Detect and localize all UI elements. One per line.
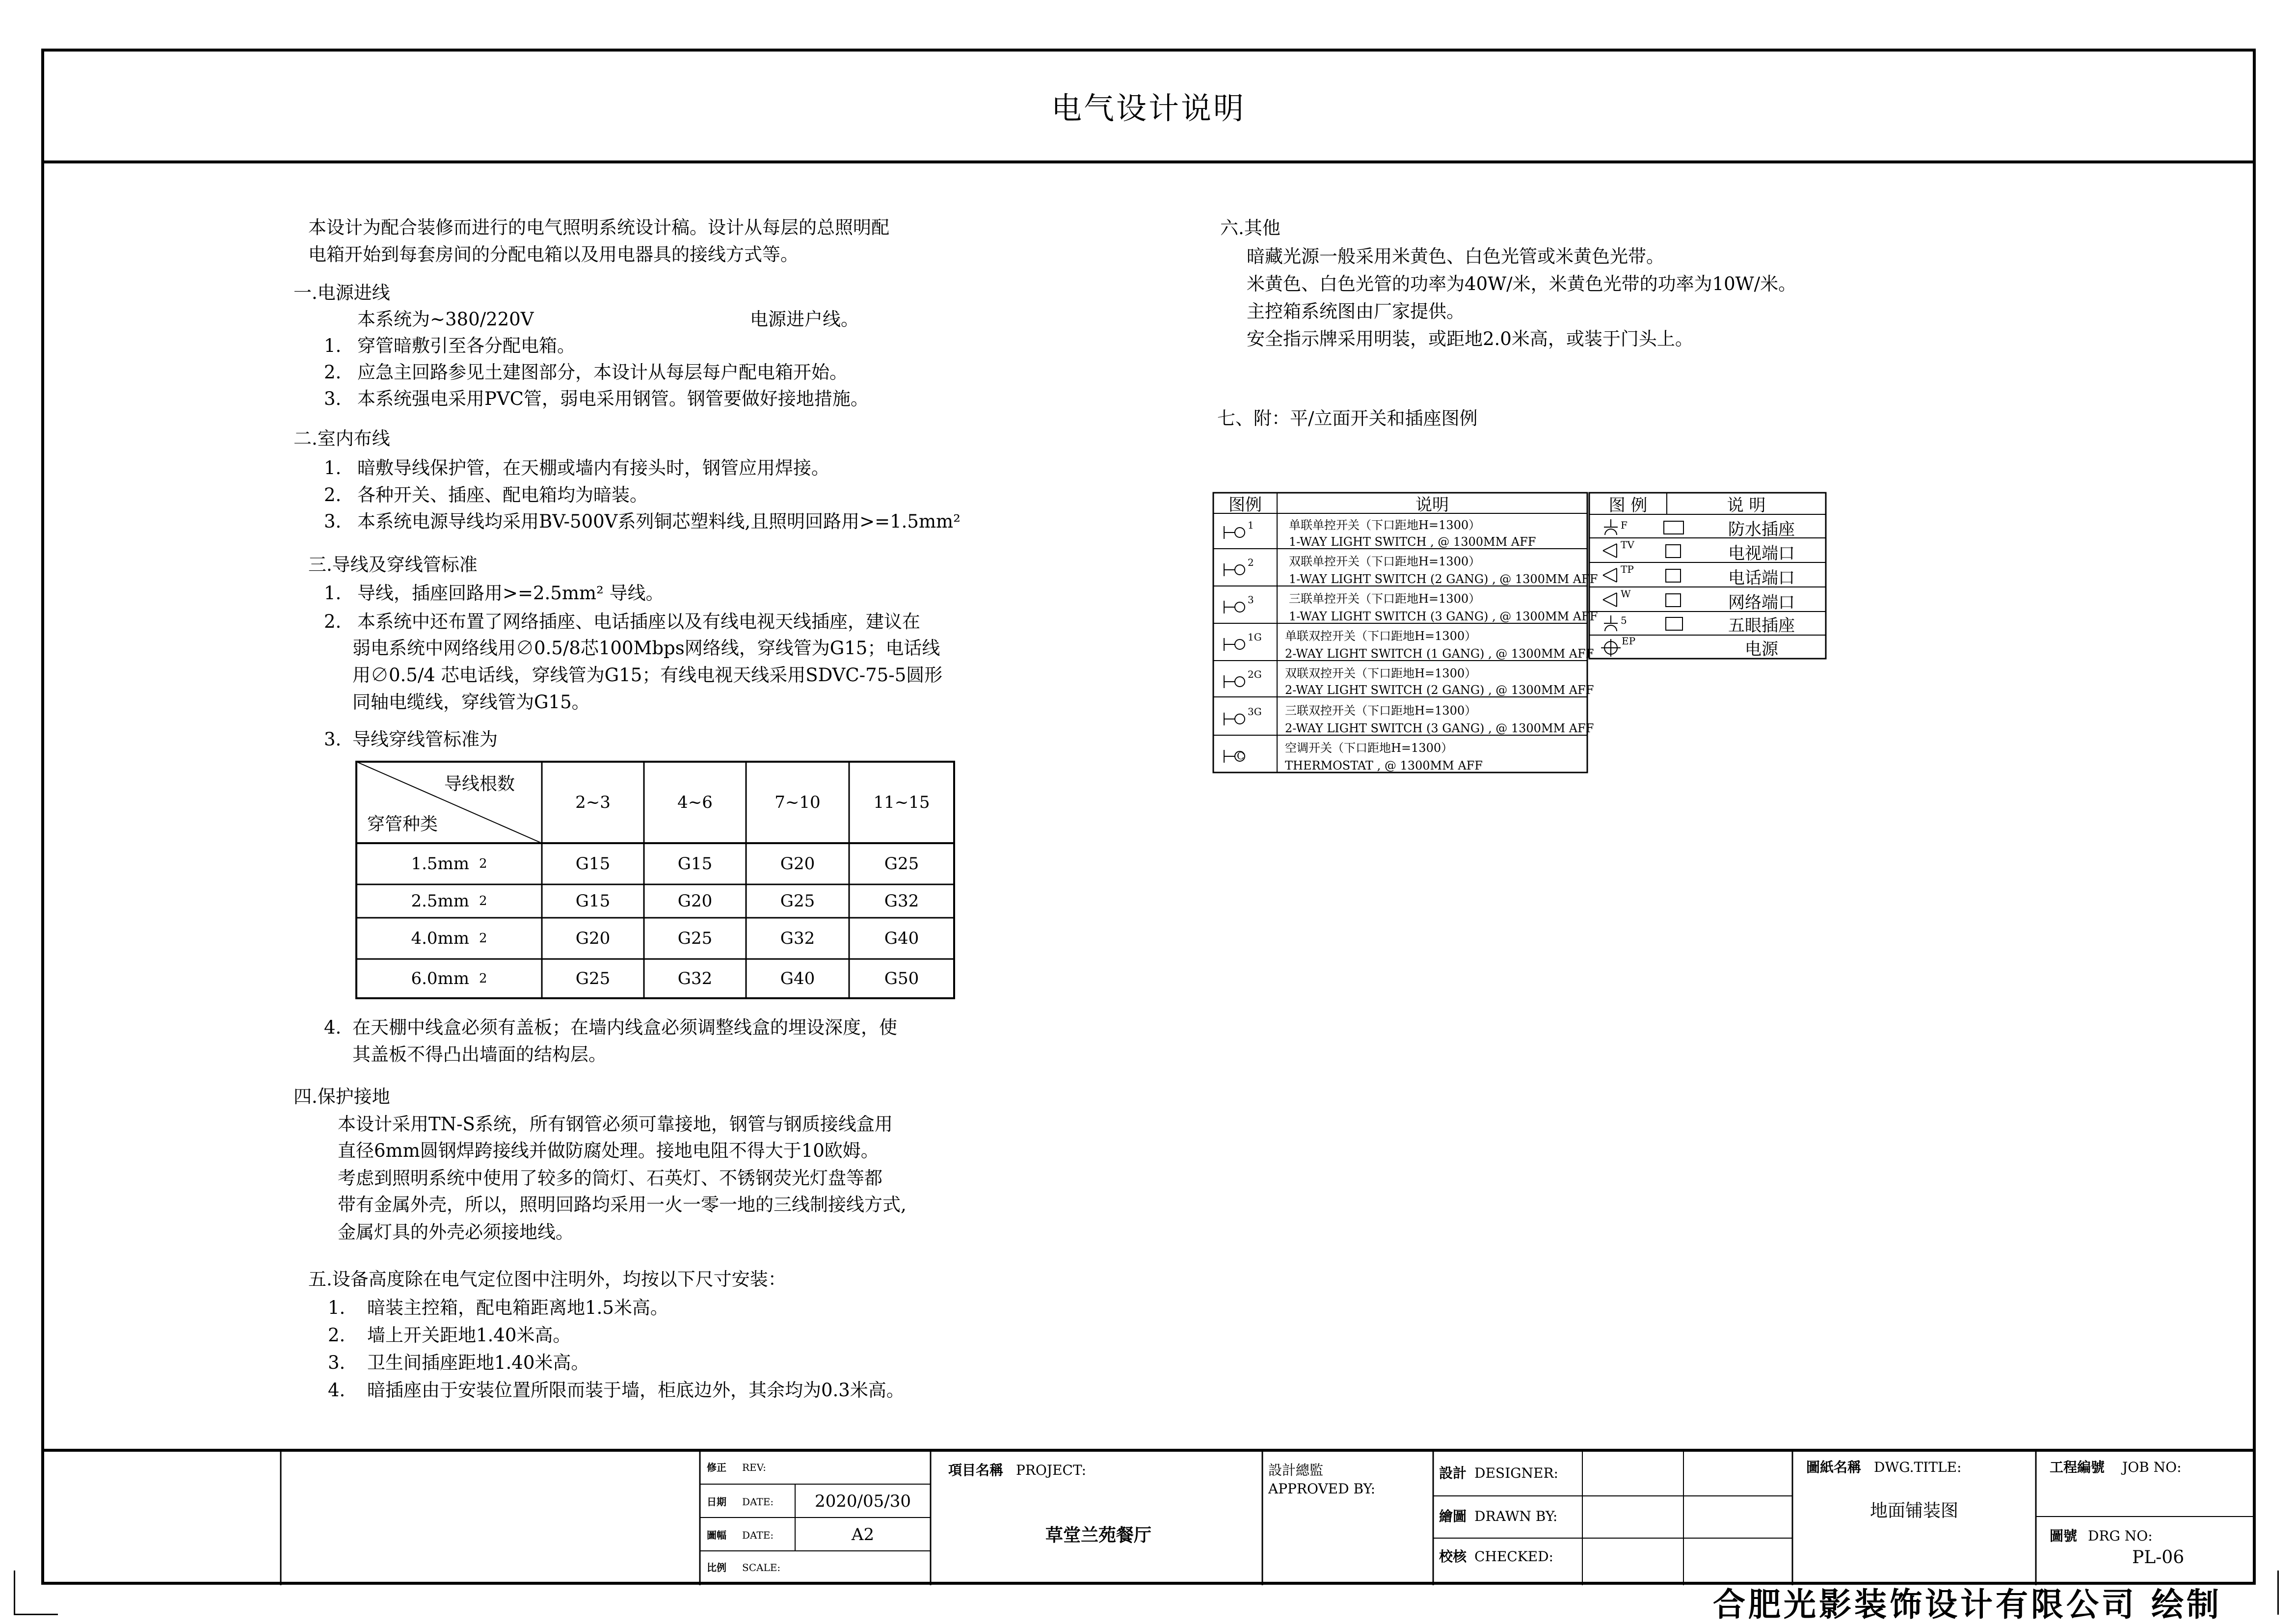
switch-icon: 3 xyxy=(1222,597,1271,616)
date-label: 日期 xyxy=(707,1496,726,1508)
dwg-no-label-en: DRG NO: xyxy=(2088,1528,2153,1544)
title-band xyxy=(41,49,2256,163)
table-cell: G25 xyxy=(780,891,815,911)
table-cell: G20 xyxy=(780,854,815,874)
drawn-label-en: DRAWN BY: xyxy=(1474,1508,1558,1524)
s3-item-num: 2. xyxy=(324,611,342,632)
s5-item: 卫生间插座距地1.40米高。 xyxy=(367,1352,589,1373)
table-cell: G20 xyxy=(575,929,611,948)
table-cell: G32 xyxy=(677,969,713,988)
s5-item-num: 4. xyxy=(328,1380,346,1401)
s4-line: 金属灯具的外壳必须接地线。 xyxy=(338,1222,574,1243)
rev-label: 修正 xyxy=(707,1462,726,1473)
rev-label-en: REV: xyxy=(742,1462,766,1473)
table-cell: G25 xyxy=(884,854,919,874)
intro-line-1: 本设计为配合装修而进行的电气照明系统设计稿。设计从每层的总照明配 xyxy=(308,217,889,238)
legend-desc-cn: 单联双控开关（下口距地H=1300） xyxy=(1285,629,1477,643)
table-header-conduit-type: 穿管种类 xyxy=(367,814,438,834)
s7-heading: 七、附：平/立面开关和插座图例 xyxy=(1217,408,1478,429)
legend-desc-en: 2-WAY LIGHT SWITCH (2 GANG) , @ 1300MM AFF xyxy=(1285,683,1594,697)
table-cell: G50 xyxy=(884,969,919,988)
waterproof-socket-icon: F xyxy=(1599,517,1697,537)
s2-heading: 二.室内布线 xyxy=(294,428,390,449)
table-cell: G15 xyxy=(677,854,713,874)
s5-item-num: 3. xyxy=(328,1352,346,1373)
s1-item-num: 3. xyxy=(324,388,342,409)
table-cell: G25 xyxy=(677,929,713,948)
drawn-label: 繪圖 xyxy=(1439,1508,1467,1524)
legend-desc-cn: 双联单控开关（下口距地H=1300） xyxy=(1289,555,1481,568)
table-col-header: 7~10 xyxy=(774,793,821,812)
s2-item: 暗敷导线保护管，在天棚或墙内有接头时，钢管应用焊接。 xyxy=(357,457,829,479)
table-cell: G20 xyxy=(677,891,713,911)
network-port-icon: W xyxy=(1599,590,1697,610)
s5-item: 暗装主控箱，配电箱距离地1.5米高。 xyxy=(367,1297,668,1318)
switch-icon: 2 xyxy=(1222,559,1271,579)
legend-header-icon: 图例 xyxy=(1228,495,1262,515)
corner-mark xyxy=(2277,1571,2279,1615)
s1-item-num: 2. xyxy=(324,362,342,383)
s2-item-num: 2. xyxy=(324,484,342,506)
s6-line: 主控箱系统图由厂家提供。 xyxy=(1247,301,1465,322)
legend-desc-cn: 单联单控开关（下口距地H=1300） xyxy=(1289,518,1481,532)
designer-label-en: DESIGNER: xyxy=(1474,1465,1558,1481)
legend-desc: 电视端口 xyxy=(1728,543,1795,563)
s1-item: 穿管暗敷引至各分配电箱。 xyxy=(357,335,575,356)
size-value: A2 xyxy=(851,1525,875,1544)
size-label-en: DATE: xyxy=(742,1529,774,1541)
page-title: 电气设计说明 xyxy=(1051,90,1246,126)
table-cell: G32 xyxy=(884,891,919,911)
legend-desc: 五眼插座 xyxy=(1728,615,1795,636)
table-cell: G15 xyxy=(575,854,611,874)
dwg-no-label: 圖號 xyxy=(2050,1528,2078,1544)
s6-heading: 六.其他 xyxy=(1220,217,1281,239)
table-cell: G15 xyxy=(575,891,611,911)
legend-header-icon: 图 例 xyxy=(1608,495,1648,515)
project-name: 草堂兰苑餐厅 xyxy=(1045,1524,1151,1545)
job-no-label-en: JOB NO: xyxy=(2122,1459,2182,1475)
s3-item-1: 导线，插座回路用>=2.5mm² 导线。 xyxy=(357,583,664,604)
power-outlet-icon: EP xyxy=(1599,637,1697,657)
project-label: 項目名稱 xyxy=(948,1462,1004,1478)
s6-line: 安全指示牌采用明装，或距地2.0米高，或装于门头上。 xyxy=(1247,328,1693,349)
checked-label: 校核 xyxy=(1439,1548,1467,1565)
corner-mark xyxy=(14,1614,58,1615)
s4-heading: 四.保护接地 xyxy=(294,1086,390,1107)
table-header-wire-count: 导线根数 xyxy=(444,774,515,794)
s1-item: 本系统强电采用PVC管，弱电采用钢管。钢管要做好接地措施。 xyxy=(357,388,869,409)
s5-item: 墙上开关距地1.40米高。 xyxy=(367,1325,571,1346)
switch-icon: 1 xyxy=(1222,522,1271,542)
table-cell: G40 xyxy=(884,929,919,948)
table-cell: G25 xyxy=(575,969,611,988)
dwg-no: PL-06 xyxy=(2132,1547,2185,1568)
corner-mark xyxy=(14,1571,15,1615)
legend-desc-cn: 三联双控开关（下口距地H=1300） xyxy=(1285,704,1477,718)
job-no-label: 工程編號 xyxy=(2050,1459,2105,1475)
s3-item-2-line: 本系统中还布置了网络插座、电话插座以及有线电视天线插座，建议在 xyxy=(357,611,920,632)
table-row-label: 1.5mm 2 xyxy=(411,854,487,874)
company-signature: 合肥光影装饰设计有限公司 绘制 xyxy=(1713,1585,2222,1624)
switch-icon: 2G xyxy=(1222,671,1271,691)
s1-heading: 一.电源进线 xyxy=(294,282,390,303)
legend-desc-en: 2-WAY LIGHT SWITCH (3 GANG) , @ 1300MM AFF xyxy=(1285,721,1594,735)
approved-label-en: APPROVED BY: xyxy=(1268,1481,1375,1497)
s2-item: 本系统电源导线均采用BV-500V系列铜芯塑料线,且照明回路用>=1.5mm² xyxy=(357,511,961,532)
date-label-en: DATE: xyxy=(742,1496,774,1508)
table-col-header: 11~15 xyxy=(873,793,930,812)
s1-line0b: 电源进户线。 xyxy=(750,309,859,330)
s4-line: 本设计采用TN-S系统，所有钢管必须可靠接地，钢管与钢质接线盒用 xyxy=(338,1114,893,1135)
dwg-title-label-en: DWG.TITLE: xyxy=(1874,1459,1962,1475)
designer-label: 設計 xyxy=(1439,1465,1467,1481)
s3-item-num: 4. xyxy=(324,1017,342,1038)
s4-line: 带有金属外壳，所以，照明回路均采用一火一零一地的三线制接线方式, xyxy=(338,1194,907,1215)
date-value: 2020/05/30 xyxy=(815,1491,911,1511)
s3-item-4-line: 在天棚中线盒必须有盖板；在墙内线盒必须调整线盒的埋设深度，使 xyxy=(352,1017,897,1038)
legend-desc-cn: 双联双控开关（下口距地H=1300） xyxy=(1285,666,1477,680)
switch-icon: 1G xyxy=(1222,634,1271,654)
s4-line: 考虑到照明系统中使用了较多的筒灯、石英灯、不锈钢荧光灯盘等都 xyxy=(338,1168,882,1189)
approved-label: 設計總監 xyxy=(1268,1462,1324,1478)
legend-desc: 电话端口 xyxy=(1728,568,1795,588)
intro-line-2: 电箱开始到每套房间的分配电箱以及用电器具的接线方式等。 xyxy=(308,244,799,265)
table-row-label: 4.0mm 2 xyxy=(411,929,487,948)
scale-label: 比例 xyxy=(707,1562,726,1573)
legend-desc-cn: 空调开关（下口距地H=1300） xyxy=(1285,741,1453,755)
s2-item-num: 1. xyxy=(324,457,342,479)
s3-item-2-line: 同轴电缆线，穿线管为G15。 xyxy=(352,692,590,713)
s5-item: 暗插座由于安装位置所限而装于墙，柜底边外，其余均为0.3米高。 xyxy=(367,1380,905,1401)
legend-desc-en: 2-WAY LIGHT SWITCH (1 GANG) , @ 1300MM AFF xyxy=(1285,647,1594,661)
table-cell: G40 xyxy=(780,969,815,988)
table-col-header: 2~3 xyxy=(575,793,611,812)
s3-item-2-line: 用∅0.5/4 芯电话线，穿线管为G15；有线电视天线采用SDVC-75-5圆形 xyxy=(352,665,943,686)
legend-desc-en: 1-WAY LIGHT SWITCH (2 GANG) , @ 1300MM AFF xyxy=(1289,572,1598,586)
s6-line: 暗藏光源一般采用米黄色、白色光管或米黄色光带。 xyxy=(1247,246,1664,267)
s4-line: 直径6mm圆钢焊跨接线并做防腐处理。接地电阻不得大于10欧姆。 xyxy=(338,1140,879,1161)
legend-desc-cn: 三联单控开关（下口距地H=1300） xyxy=(1289,592,1481,606)
table-col-header: 4~6 xyxy=(677,793,713,812)
s5-item-num: 2. xyxy=(328,1325,346,1346)
dwg-title: 地面铺装图 xyxy=(1869,1500,1958,1521)
legend-desc-en: 1-WAY LIGHT SWITCH (3 GANG) , @ 1300MM AFF xyxy=(1289,610,1598,623)
table-row-label: 6.0mm 2 xyxy=(411,969,487,988)
checked-label-en: CHECKED: xyxy=(1474,1548,1553,1565)
legend-desc-en: 1-WAY LIGHT SWITCH , @ 1300MM AFF xyxy=(1289,535,1536,549)
legend-desc-en: THERMOSTAT , @ 1300MM AFF xyxy=(1285,759,1483,772)
s3-item-4-line: 其盖板不得凸出墙面的结构层。 xyxy=(352,1044,607,1065)
s1-item-num: 1. xyxy=(324,335,342,356)
s3-item-2-line: 弱电系统中网络线用∅0.5/8芯100Mbps网络线，穿线管为G15；电话线 xyxy=(352,638,940,659)
phone-port-icon: TP xyxy=(1599,565,1697,585)
scale-label-en: SCALE: xyxy=(742,1562,781,1573)
s1-line0: 本系统为~380/220V xyxy=(357,309,534,330)
size-label: 圖幅 xyxy=(707,1529,726,1541)
s5-item-num: 1. xyxy=(328,1297,346,1318)
project-label-en: PROJECT: xyxy=(1016,1462,1087,1478)
s1-item: 应急主回路参见土建图部分，本设计从每层每户配电箱开始。 xyxy=(357,362,848,383)
s5-heading: 五.设备高度除在电气定位图中注明外，均按以下尺寸安装： xyxy=(308,1269,786,1290)
s3-heading: 三.导线及穿线管标准 xyxy=(308,554,478,575)
table-cell: G32 xyxy=(780,929,815,948)
five-pin-socket-icon: 5 xyxy=(1599,613,1697,633)
s2-item: 各种开关、插座、配电箱均为暗装。 xyxy=(357,484,648,506)
thermostat-icon: C xyxy=(1222,746,1271,766)
s3-item-3: 导线穿线管标准为 xyxy=(352,729,498,750)
s2-item-num: 3. xyxy=(324,511,342,532)
dwg-title-label: 圖紙名稱 xyxy=(1806,1459,1862,1475)
legend-header-desc: 说 明 xyxy=(1727,495,1766,515)
s6-line: 米黄色、白色光管的功率为40W/米，米黄色光带的功率为10W/米。 xyxy=(1247,273,1797,294)
s3-item-num: 1. xyxy=(324,583,342,604)
table-row-label: 2.5mm 2 xyxy=(411,891,487,911)
tv-port-icon: TV xyxy=(1599,541,1697,560)
legend-desc: 网络端口 xyxy=(1728,592,1795,612)
legend-desc: 电源 xyxy=(1745,639,1778,659)
switch-icon: 3G xyxy=(1222,709,1271,728)
s3-item-num: 3. xyxy=(324,729,342,750)
legend-desc: 防水插座 xyxy=(1728,519,1795,539)
legend-header-desc: 说明 xyxy=(1415,495,1449,515)
